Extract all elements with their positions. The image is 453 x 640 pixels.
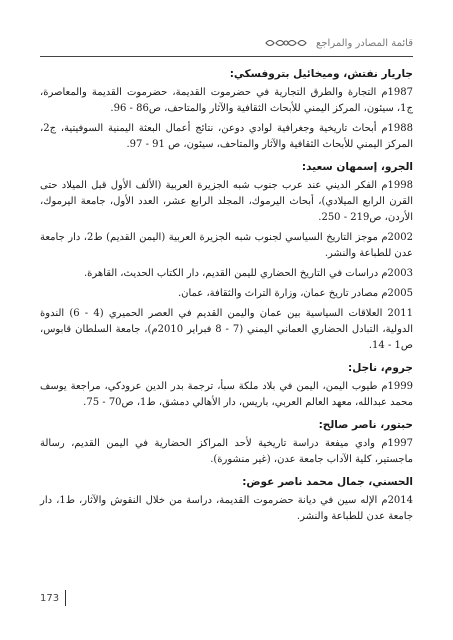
author-name: الحسني، جمال محمد ناصر عوض:	[242, 476, 413, 488]
header-divider	[40, 56, 413, 57]
bibliography-entry: 2014م الإله سين في ديانة حضرموت القديمة، دراسة من خلال النقوش والآثار، ط1، دار جامعة عدن للطباعة والنشر.	[40, 495, 414, 522]
bibliography-group	[40, 66, 413, 153]
bibliography-group	[40, 159, 413, 354]
bibliography-entry: 1988م أبحاث تاريخية وجغرافية لوادي دوعن، نتائج أعمال البعثة اليمنية السوفيتية، ج2، المركز اليمني للأبحاث الثقافية والآثار والمتاحف، سيئون، ص 91 - 97.	[40, 123, 413, 150]
author-name: جاريار نفتش، وميخائيل بتروفسكي:	[229, 68, 413, 80]
author-name: الجرو، إسمهان سعيد:	[301, 161, 413, 173]
bibliography-entry: 1997م وادي ميفعة دراسة تاريخية لأحد المراكز الحضارية في اليمن القديم، رسالة ماجستير، كلية الآداب جامعة عدن، (غير منشورة).	[40, 438, 413, 465]
bibliography-group	[40, 474, 413, 525]
bibliography-entry: 1998م الفكر الديني عند عرب جنوب شبه الجزيرة العربية (الألف الأول قبل الميلاد حتى القرن الرابع الميلادي)، أبحاث اليرموك، المجلد الرابع عشر، العدد الأول، جامعة اليرموك، الأردن، ص219 - 250.	[40, 180, 413, 223]
bibliography-entry: 2003م دراسات في التاريخ الحضاري لليمن القديم، دار الكتاب الحديث، القاهرة.	[83, 268, 413, 279]
bibliography-group	[40, 417, 413, 468]
running-header-title: قائمة المصادر والمراجع	[316, 37, 413, 49]
bibliography-entry: 2002م موجز التاريخ السياسي لجنوب شبه الجزيرة العربية (اليمن القديم) ط2، دار جامعة عدن للطباعة والنشر.	[40, 232, 413, 259]
bibliography-entry: 2011 العلاقات السياسية بين عمان واليمن القديم في العصر الحميري (4 - 6) الندوة الدولية، التبادل الحضاري العماني اليمني (7 - 8 فبراير 2010م)، جامعة السلطان قابوس، ص1 - 14.	[40, 308, 413, 351]
bibliography-entry: 1999م طيوب اليمن، اليمن في بلاد ملكة سبأ، ترجمة بدر الدين عرودكي، مراجعة يوسف محمد عبدالله، معهد العالم العربي، باريس، دار الأهالي دمشق، ط1، ص70 - 75.	[40, 381, 413, 408]
bibliography-group	[40, 360, 413, 411]
author-name: حبتور، ناصر صالح:	[318, 419, 413, 431]
bibliography-entry: 2005م مصادر تاريخ عمان، وزارة التراث والثقافة، عمان.	[177, 288, 413, 299]
bibliography-entry: 1987م التجارة والطرق التجارية في حضرموت القديمة، حضرموت القديمة والمعاصرة، ج1، سيئون، المركز اليمني للأبحاث الثقافية والآثار والمتاحف، ص86 - 96.	[40, 87, 413, 114]
header-ornament-icon	[264, 37, 308, 49]
bibliography-list	[40, 66, 413, 531]
author-name: جروم، ناجل:	[348, 362, 413, 374]
page-header	[40, 32, 413, 54]
page-footer	[40, 590, 66, 606]
page-number: 173	[40, 592, 60, 604]
